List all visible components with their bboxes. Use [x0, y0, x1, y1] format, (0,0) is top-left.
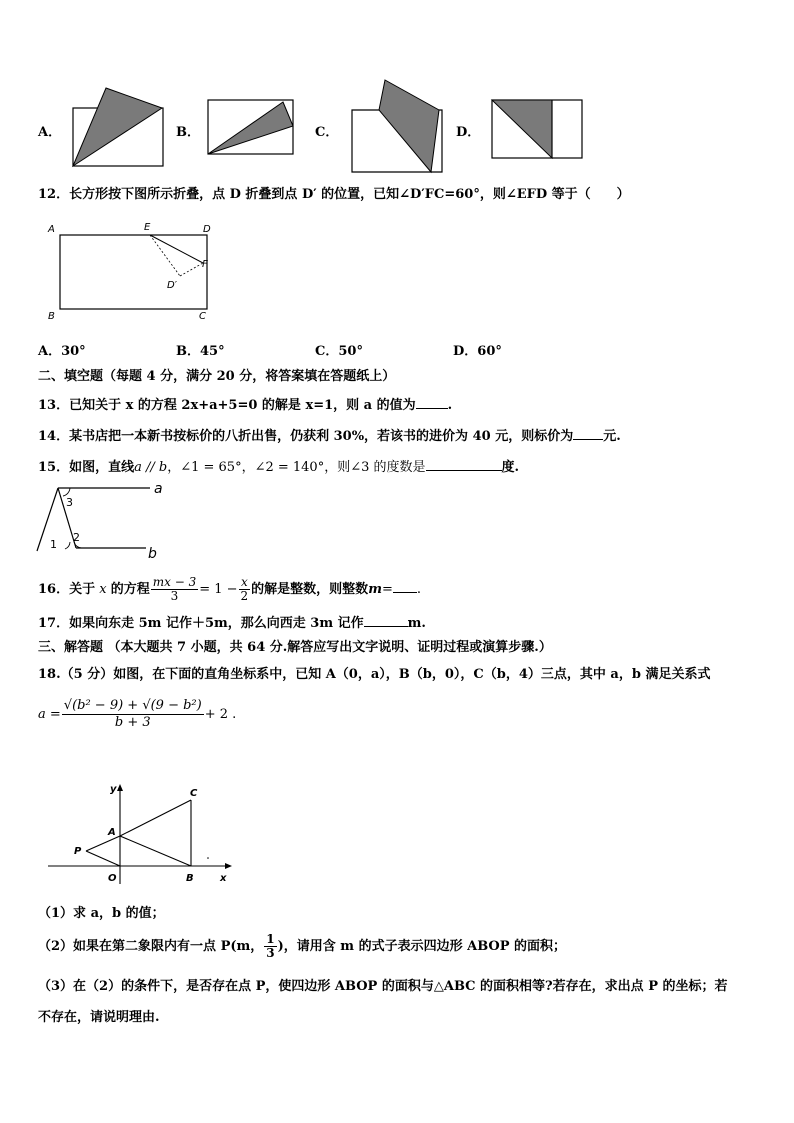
q18-part-2: （2）如果在第二象限内有一点 P(m， $\frac{1}{3}$ )，请用含 m 的式子表示四边形 ABOP 的面积； [38, 932, 567, 960]
section-3-heading: 三、解答题 （本大题共 7 小题，共 64 分.解答应写出文字说明、证明过程或演算步骤.） [38, 640, 552, 655]
q18-coordinate-figure [40, 780, 240, 888]
q18-part-1: （1）求 a，b 的值； [38, 906, 165, 921]
q18-label-a: A [108, 827, 116, 838]
q18-formula-fraction: $\frac{\text{√(b² − 9) + √(9 − b²)}}{b + 3}$ [63, 698, 202, 730]
q12-option-b: B．45° [176, 344, 225, 359]
q16-answer-blank [393, 580, 417, 593]
q15-text: 15．如图，直线a // b，∠1 = 65°，∠2 = 140°，则∠3 的度数是 度. [38, 460, 520, 475]
q12-label-d: D [203, 224, 211, 235]
q12-label-f: F [202, 259, 208, 270]
q18-part-3-line-2: 不存在，请说明理由. [38, 1010, 160, 1025]
q15-label-a: a [154, 481, 163, 497]
q14-answer-blank [573, 427, 603, 440]
q12-label-dprime: D′ [167, 280, 177, 291]
option-c-figure [347, 76, 447, 176]
q12-option-d: D．60° [453, 344, 502, 359]
q12-label-b: B [48, 311, 55, 322]
q12-figure [40, 218, 230, 326]
q14-text: 14．某书店把一本新书按标价的八折出售，仍获利 30%，若该书的进价为 40 元，则标价为 元. [38, 429, 621, 444]
q13-answer-blank [416, 396, 448, 409]
q13-text: 13．已知关于 x 的方程 2x+a+5=0 的解是 x=1，则 a 的值为 . [38, 398, 453, 413]
q16-fraction-2: $\frac{x}{2}$ [240, 575, 249, 603]
q12-option-c: C．50° [315, 344, 363, 359]
option-c-label: C． [315, 125, 339, 140]
section-2-heading: 二、填空题（每题 4 分，满分 20 分，将答案填在答题纸上） [38, 369, 396, 384]
q16-fraction-1: $\frac{mx - 3}{3}$ [152, 575, 197, 603]
q18-part-2-fraction: $\frac{1}{3}$ [266, 932, 275, 960]
q12-label-e: E [144, 222, 151, 233]
q12-stem: 12．长方形按下图所示折叠，点 D 折叠到点 D′ 的位置，已知∠D′FC=60°，则∠EFD 等于（ ） [38, 187, 630, 202]
q15-figure [30, 478, 170, 564]
q15-answer-blank [426, 458, 502, 471]
q17-text: 17．如果向东走 5m 记作＋5m，那么向西走 3m 记作 m. [38, 616, 426, 631]
q18-formula: a = $\frac{\text{√(b² − 9) + √(9 − b²)}}{b + 3}$ + 2 . [38, 698, 237, 730]
option-a-figure [68, 84, 168, 170]
q15-label-2: 2 [73, 531, 80, 544]
q12-label-a: A [48, 224, 55, 235]
option-d-label: D． [456, 125, 481, 140]
q18-stem: 18.（5 分）如图，在下面的直角坐标系中，已知 A（0，a），B（b，0），C（b，4）三点，其中 a，b 满足关系式 [38, 667, 711, 682]
option-b-label: B． [176, 125, 200, 140]
q18-part-3-line-1: （3）在（2）的条件下，是否存在点 P，使四边形 ABOP 的面积与△ABC 的面积相等?若存在，求出点 P 的坐标；若 [38, 979, 728, 994]
option-b-figure [203, 96, 298, 158]
q18-label-o: O [108, 873, 117, 884]
q15-label-b: b [148, 546, 157, 562]
q18-label-p: P [74, 846, 82, 857]
q12-label-c: C [199, 311, 206, 322]
q18-label-x: x [220, 873, 227, 884]
q15-label-3: 3 [66, 496, 73, 509]
q16-text: 16．关于 x 的方程 $\frac{mx - 3}{3}$ = 1 − $\frac{x}{2}$ 的解是整数，则整数m= . [38, 575, 421, 603]
option-a-label: A． [38, 125, 62, 140]
q15-label-1: 1 [50, 538, 57, 551]
q18-label-y: y [110, 784, 117, 795]
q18-label-b: B [186, 873, 194, 884]
q12-option-a: A．30° [38, 344, 86, 359]
q18-label-c: C [190, 788, 198, 799]
q17-answer-blank [364, 614, 408, 627]
option-d-figure [488, 96, 588, 162]
